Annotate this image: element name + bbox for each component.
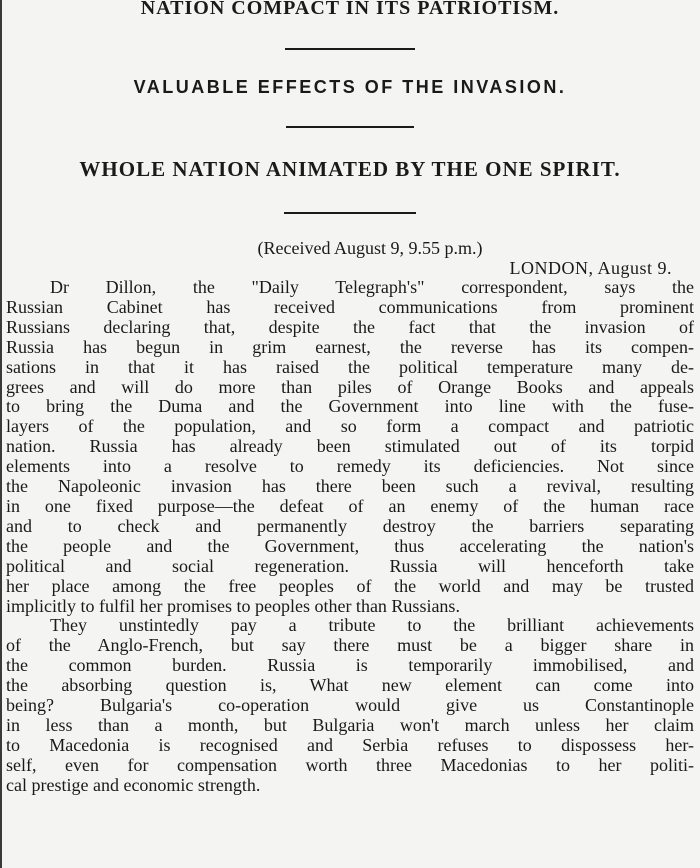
paragraph-line: to bring the Duma and the Government into line with the fuse- xyxy=(6,397,694,417)
headline-divider-3 xyxy=(284,212,416,214)
headline-nation-compact: NATION COMPACT IN ITS PATRIOTISM. xyxy=(140,0,560,19)
paragraph-line: grees and will do more than piles of Orange Books and appeals xyxy=(6,377,694,397)
paragraph-line: cal prestige and economic strength. xyxy=(6,775,261,795)
paragraph-line: They unstintedly pay a tribute to the brilliant achievements xyxy=(50,616,694,636)
paragraph-line: of the Anglo-French, but say there must be a bigger share in xyxy=(6,636,694,656)
dateline: LONDON, August 9. xyxy=(509,258,672,278)
paragraph-line: Russian Cabinet has received communications from prominent xyxy=(6,297,694,317)
paragraph-line: elements into a resolve to remedy its deficiencies. Not since xyxy=(6,457,694,477)
paragraph-2 xyxy=(6,616,694,795)
paragraph-line: in one fixed purpose—the defeat of an enemy of the human race xyxy=(6,496,694,516)
headline-whole-nation: WHOLE NATION ANIMATED BY THE ONE SPIRIT. xyxy=(79,157,621,181)
paragraph-line: and to check and permanently destroy the barriers separating xyxy=(6,516,694,536)
paragraph-line: the absorbing question is, What new element can come into xyxy=(6,676,694,696)
paragraph-line: her place among the free peoples of the world and may be trusted xyxy=(6,576,694,596)
paragraph-line: being? Bulgaria's co-operation would give us Constantinople xyxy=(6,696,694,716)
column-edge-rule xyxy=(0,0,2,868)
paragraph-line: the people and the Government, thus accelerating the nation's xyxy=(6,536,694,556)
paragraph-line: nation. Russia has already been stimulated out of its torpid xyxy=(6,437,694,457)
paragraph-line: self, even for compensation worth three Macedonias to her politi- xyxy=(6,755,694,775)
paragraph-line: Russians declaring that, despite the fact that the invasion of xyxy=(6,317,694,337)
paragraph-line: to Macedonia is recognised and Serbia refuses to dispossess her- xyxy=(6,735,694,755)
received-timestamp: (Received August 9, 9.55 p.m.) xyxy=(257,238,483,258)
paragraph-line: the Napoleonic invasion has there been such a revival, resulting xyxy=(6,477,694,497)
paragraph-line: implicitly to fulfil her promises to peoples other than Russians. xyxy=(6,596,460,616)
headline-divider-2 xyxy=(286,126,414,128)
paragraph-line: Russia has begun in grim earnest, the reverse has its compen- xyxy=(6,337,694,357)
paragraph-line: layers of the population, and so form a compact and patriotic xyxy=(6,417,694,437)
paragraph-line: political and social regeneration. Russia will henceforth take xyxy=(6,556,694,576)
paragraph-line: Dr Dillon, the "Daily Telegraph's" correspondent, says the xyxy=(50,278,694,297)
paragraph-1 xyxy=(6,278,694,616)
paragraph-line: in less than a month, but Bulgaria won't march unless her claim xyxy=(6,715,694,735)
paragraph-line: sations in that it has raised the political temperature many de- xyxy=(6,357,694,377)
paragraph-line: the common burden. Russia is temporarily immobilised, and xyxy=(6,656,694,676)
headline-divider-1 xyxy=(285,48,415,50)
headline-valuable-effects: VALUABLE EFFECTS OF THE INVASION. xyxy=(133,77,567,97)
